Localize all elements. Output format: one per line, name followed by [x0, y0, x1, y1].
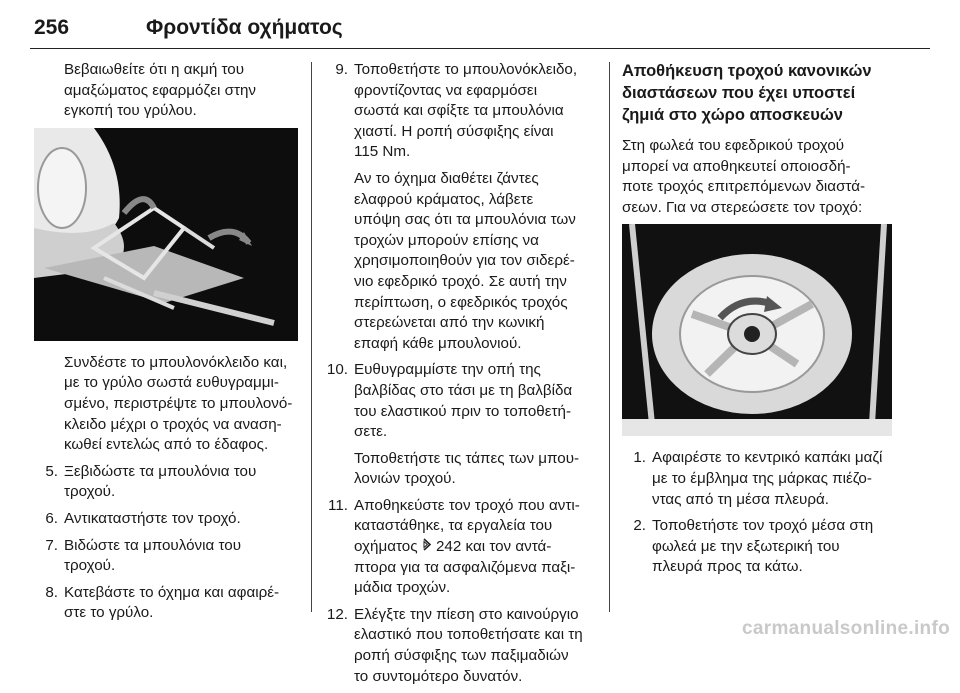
reference-arrow-icon[interactable] — [422, 538, 432, 551]
jack-intro-text: Βεβαιωθείτε ότι η ακμή του αμαξώματος εφαρμόζει στην εγκοπή του γρύλου. — [64, 61, 256, 120]
section-intro: Στη φωλεά του εφεδρικού τροχού μπορεί να αποθηκευτεί οποιοσδή- ποτε τροχός επιτρεπόμενων διαστά- σεων. Για να στερεώσετε τον τροχό: — [622, 137, 866, 216]
step-9: 9. Τοποθετήστε το μπουλονόκλειδο, φροντίζοντας να εφαρμόσει σωστά και σφίξτε τα μπουλόνια χιαστί. Η ροπή σύσφιξης είναι 115 Nm. Αν το όχημα διαθέτει ζάντες ελαφρού κράματος, λάβετε υπόψη σας ότι τα μπουλόνια των τροχών μπορούν επίσης να χρησιμοποιηθούν για τον σιδερέ- νιο εφεδρικό τροχό. Σε αυτή την περίπτωση, ο εφεδρικός τροχός στερεώνεται από την κωνική επαφή κάθε μπουλονιού. — [324, 60, 600, 354]
step-7: 7. Βιδώστε τα μπουλόνια του τροχού. — [45, 536, 242, 575]
step-9-note: Αν το όχημα διαθέτει ζάντες ελαφρού κράματος, λάβετε υπόψη σας ότι τα μπουλόνια των τροχών μπορούν επίσης να χρησιμοποιηθούν για τον σιδερέ- νιο εφεδρικό τροχό. Σε αυτή την περίπτωση, ο εφεδρικός τροχός στερεώνεται από την κωνική επαφή κάθε μπουλονιού. — [354, 169, 576, 352]
spare-wheel-illustration — [622, 224, 892, 436]
jack-illustration — [34, 128, 298, 341]
column-divider — [609, 62, 610, 612]
wheel-step-1: 1. Αφαιρέστε το κεντρικό καπάκι μαζί με το έμβλημα της μάρκας πιέζο- ντας από τη μέσα πλευρά. — [633, 449, 883, 508]
step-10-note: Τοποθετήστε τις τάπες των μπου- λονιών τροχού. — [354, 449, 580, 488]
column-divider — [311, 62, 312, 612]
column-2 — [324, 60, 600, 693]
step-12: 12. Ελέγξτε την πίεση στο καινούργιο ελαστικό που τοποθετήσατε και τη ροπή σύσφιξης των παξιμαδιών το συντομότερο δυνατόν. — [326, 605, 583, 685]
column-3 — [622, 60, 892, 584]
section-heading: Αποθήκευση τροχού κανονικών διαστάσεων που έχει υποστεί ζημιά στο χώρο αποσκευών — [622, 62, 872, 124]
step-11: 11. Αποθηκεύστε τον τροχό που αντι- καταστάθηκε, τα εργαλεία του οχήματος 242 και τον αντά- πτορα για τα ασφαλιζόμενα παξι- μάδια τροχών. — [324, 496, 600, 599]
column-1 — [34, 60, 302, 630]
jack-raise-text: Συνδέστε το μπουλονόκλειδο και, με το γρύλο σωστά ευθυγραμμι- σμένο, περιστρέψτε το μπουλονό- κλειδο μέχρι ο τροχός να αναση- κωθεί εντελώς από το έδαφος. — [64, 353, 293, 454]
wheel-step-2: 2. Τοποθετήστε τον τροχό μέσα στη φωλεά με την εξωτερική του πλευρά προς τα κάτω. — [633, 517, 874, 576]
step-11-ref-line: οχήματος 242 και τον αντά- — [354, 538, 552, 556]
step-10: 10. Ευθυγραμμίστε την οπή της βαλβίδας στο τάσι με τη βαλβίδα του ελαστικού πριν το τοποθετή- σετε. Τοποθετήστε τις τάπες των μπου- λονιών τροχού. — [324, 360, 600, 490]
step-5: 5. Ξεβιδώστε τα μπουλόνια του τροχού. — [45, 462, 257, 501]
step-8: 8. Κατεβάστε το όχημα και αφαιρέ- στε το γρύλο. — [45, 583, 280, 622]
step-6: 6. Αντικαταστήστε τον τροχό. — [45, 509, 241, 527]
watermark: carmanualsonline.info — [742, 618, 950, 639]
page-number: 256 — [34, 16, 70, 39]
page-title: Φροντίδα οχήματος — [146, 16, 343, 39]
page-header — [30, 10, 930, 49]
